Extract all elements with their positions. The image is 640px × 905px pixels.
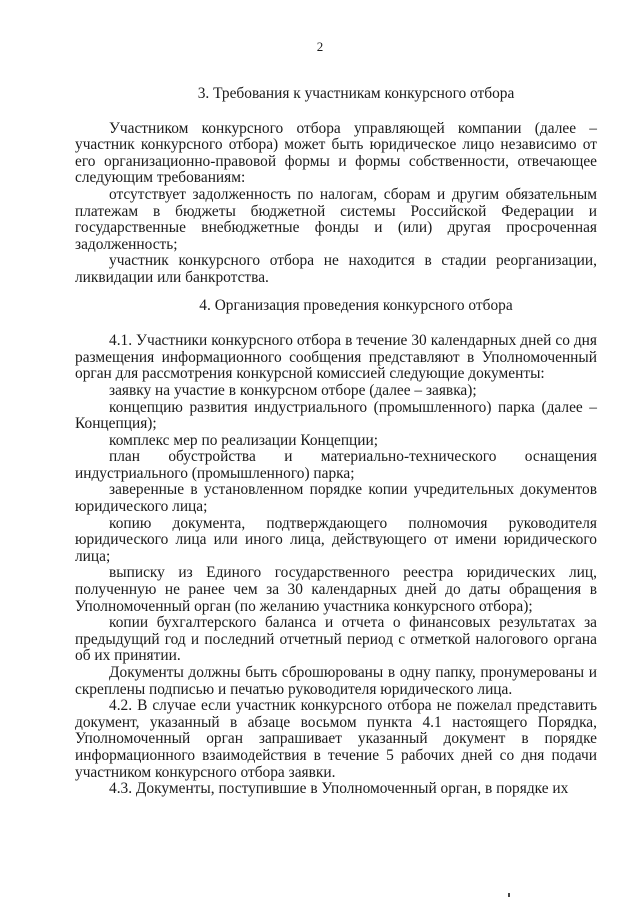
section-3-paragraph: отсутствует задолженность по налогам, сборам и другим обязательным платежам в бюджеты бюджетной системы Российской Федерации и государственные внебюджетные фонды и (или) другая просроченная задолженность; — [75, 185, 597, 253]
section-3-paragraph: Участником конкурсного отбора управляющей компании (далее – участник конкурсного отбора) может быть юридическое лицо независимо от его организационно-правовой формы и формы собственности, отвечающее следующим требованиям: — [75, 119, 597, 187]
section-4-paragraph: концепцию развития индустриального (промышленного) парка (далее – Концепция); — [75, 398, 597, 433]
section-4-paragraph: 4.2. В случае если участник конкурсного отбора не пожелал представить документ, указанный в абзаце восьмом пункта 4.1 настоящего Порядка, Уполномоченный орган запрашивает указанный документ в порядке информационного взаимодействия в течение 5 рабочих дней со дня подачи участником конкурсного отбора заявки. — [75, 697, 597, 781]
section-4-paragraph: 4.3. Документы, поступившие в Уполномоченный орган, в порядке их — [109, 780, 569, 798]
section-4-heading: 4. Организация проведения конкурсного отбора — [199, 296, 513, 314]
section-4-paragraph: заверенные в установленном порядке копии учредительных документов юридического лица; — [75, 481, 597, 516]
scan-mark — [508, 893, 510, 897]
page-number: 2 — [316, 39, 324, 54]
document-body — [75, 86, 597, 798]
section-4-paragraph: копии бухгалтерского баланса и отчета о финансовых результатах за предыдущий год и последний отчетный период с отметкой налогового органа об их принятии. — [75, 614, 597, 665]
section-4-paragraph: план обустройства и материально-технического оснащения индустриального (промышленного) парка; — [75, 448, 597, 482]
section-3-paragraph: участник конкурсного отбора не находится в стадии реорганизации, ликвидации или банкротства. — [75, 252, 597, 286]
section-4-paragraph: заявку на участие в конкурсном отборе (далее – заявка); — [109, 381, 477, 399]
section-3-heading: 3. Требования к участникам конкурсного отбора — [197, 85, 515, 102]
section-4-paragraph: копию документа, подтверждающего полномочия руководителя юридического лица или иного лица, действующего от имени юридического лица; — [75, 514, 597, 565]
section-4-paragraph: Документы должны быть сброшюрованы в одну папку, пронумерованы и скреплены подписью и печатью руководителя юридического лица. — [75, 664, 597, 698]
section-4-paragraph: комплекс мер по реализации Концепции; — [109, 431, 379, 449]
section-4-paragraph: 4.1. Участники конкурсного отбора в течение 30 календарных дней со дня размещения информационного сообщения представляют в Уполномоченный орган для рассмотрения конкурсной комиссией следующие документы: — [75, 332, 597, 383]
section-4-paragraph: выписку из Единого государственного реестра юридических лиц, полученную не ранее чем за 30 календарных дней до даты обращения в Уполномоченный орган (по желанию участника конкурсного отбора); — [75, 564, 597, 615]
